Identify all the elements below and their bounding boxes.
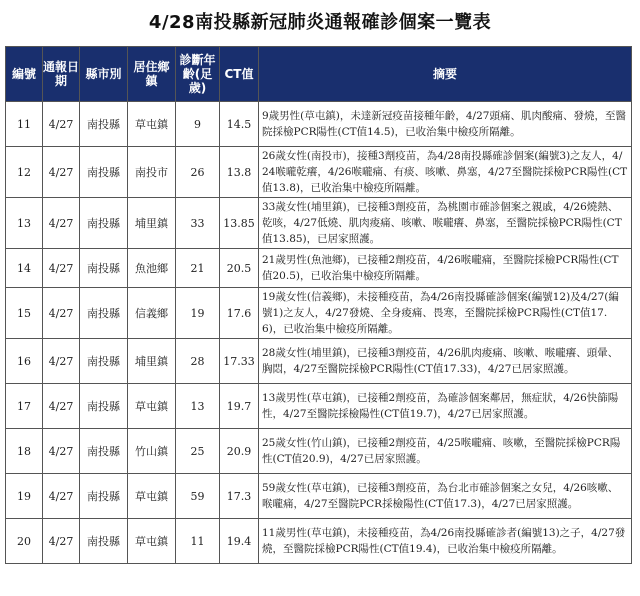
cell-township: 草屯鎮 [128,474,176,519]
cell-date: 4/27 [43,102,80,147]
cell-summary: 21歲男性(魚池鄉)，已接種2劑疫苗，4/26喉嚨痛，至醫院採檢PCR陽性(CT值20.5)，已收治集中檢疫所隔離。 [259,249,632,288]
cell-date: 4/27 [43,519,80,564]
cell-county: 南投縣 [80,249,128,288]
table-row [6,102,632,147]
cell-township: 埔里鎮 [128,198,176,249]
table-row [6,288,632,339]
cell-county: 南投縣 [80,339,128,384]
cell-number: 15 [6,288,43,339]
cell-ct-value: 19.7 [220,384,259,429]
cell-date: 4/27 [43,249,80,288]
cell-township: 竹山鎮 [128,429,176,474]
cell-age: 28 [176,339,220,384]
cell-date: 4/27 [43,384,80,429]
cell-county: 南投縣 [80,102,128,147]
cell-age: 25 [176,429,220,474]
cell-number: 20 [6,519,43,564]
cell-number: 12 [6,147,43,198]
cell-date: 4/27 [43,339,80,384]
cell-county: 南投縣 [80,147,128,198]
cell-age: 13 [176,384,220,429]
cell-age: 9 [176,102,220,147]
header-summary: 摘要 [259,47,632,102]
cell-township: 南投市 [128,147,176,198]
cell-number: 18 [6,429,43,474]
cell-county: 南投縣 [80,519,128,564]
cell-county: 南投縣 [80,288,128,339]
cell-ct-value: 20.5 [220,249,259,288]
table-row [6,474,632,519]
cell-number: 11 [6,102,43,147]
cell-county: 南投縣 [80,198,128,249]
cell-date: 4/27 [43,147,80,198]
cell-summary: 28歲女性(埔里鎮)，已接種3劑疫苗，4/26肌肉痠痛、咳嗽、喉嚨癢、頭暈、胸悶，4/27至醫院採檢PCR陽性(CT值17.33)，4/27已居家照護。 [259,339,632,384]
cell-number: 14 [6,249,43,288]
cell-ct-value: 17.6 [220,288,259,339]
header-report-date: 通報日期 [43,47,80,102]
cell-township: 草屯鎮 [128,102,176,147]
case-table [5,46,632,564]
table-row [6,429,632,474]
table-row [6,384,632,429]
header-township: 居住鄉鎮 [128,47,176,102]
header-ct-value: CT值 [220,47,259,102]
cell-age: 59 [176,474,220,519]
cell-number: 17 [6,384,43,429]
cell-county: 南投縣 [80,429,128,474]
cell-number: 13 [6,198,43,249]
cell-ct-value: 19.4 [220,519,259,564]
cell-age: 33 [176,198,220,249]
table-header-row [6,47,632,102]
cell-age: 11 [176,519,220,564]
cell-ct-value: 13.8 [220,147,259,198]
cell-summary: 59歲女性(草屯鎮)，已接種3劑疫苗，為台北市確診個案之女兒，4/26咳嗽、喉嚨痛，4/27至醫院PCR採檢陽性(CT值17.3)，4/27已居家照護。 [259,474,632,519]
cell-township: 草屯鎮 [128,384,176,429]
page-title: 4/28南投縣新冠肺炎通報確診個案一覽表 [148,12,492,33]
cell-county: 南投縣 [80,474,128,519]
cell-ct-value: 17.3 [220,474,259,519]
cell-township: 信義鄉 [128,288,176,339]
table-row [6,198,632,249]
cell-township: 埔里鎮 [128,339,176,384]
cell-summary: 11歲男性(草屯鎮)，未接種疫苗，為4/26南投縣確診者(編號13)之子，4/27發燒，至醫院採檢PCR陽性(CT值19.4)，已收治集中檢疫所隔離。 [259,519,632,564]
table-row [6,249,632,288]
cell-date: 4/27 [43,198,80,249]
cell-date: 4/27 [43,288,80,339]
cell-ct-value: 14.5 [220,102,259,147]
cell-date: 4/27 [43,429,80,474]
cell-age: 21 [176,249,220,288]
cell-summary: 26歲女性(南投市)，接種3劑疫苗，為4/28南投縣確診個案(編號3)之友人，4/24喉嚨乾癢，4/26喉嚨痛、有痰、咳嗽、鼻塞，4/27至醫院採檢PCR陽性(CT值13.8)，已收治集中檢疫所隔離。 [259,147,632,198]
header-number: 編號 [6,47,43,102]
cell-number: 19 [6,474,43,519]
table-row [6,519,632,564]
cell-summary: 13歲男性(草屯鎮)，已接種2劑疫苗，為確診個案鄰居，無症狀，4/26快篩陽性，4/27至醫院採檢陽性(CT值19.7)，4/27已居家照護。 [259,384,632,429]
cell-date: 4/27 [43,474,80,519]
cell-ct-value: 13.85 [220,198,259,249]
cell-age: 26 [176,147,220,198]
header-county: 縣市別 [80,47,128,102]
cell-summary: 25歲女性(竹山鎮)，已接種2劑疫苗，4/25喉嚨痛、咳嗽，至醫院採檢PCR陽性(CT值20.9)，4/27已居家照護。 [259,429,632,474]
cell-county: 南投縣 [80,384,128,429]
header-age: 診斷年齡(足歲) [176,47,220,102]
cell-township: 魚池鄉 [128,249,176,288]
cell-summary: 33歲女性(埔里鎮)，已接種3劑疫苗，為桃園市確診個案之親戚，4/26燒熱、乾咳，4/27低燒、肌肉痠痛、咳嗽、喉嚨癢、鼻塞，至醫院採檢PCR陽性(CT值13.85)，已居家照護。 [259,198,632,249]
cell-township: 草屯鎮 [128,519,176,564]
cell-ct-value: 20.9 [220,429,259,474]
cell-summary: 9歲男性(草屯鎮)，未達新冠疫苗接種年齡，4/27頭痛、肌肉酸痛、發燒，至醫院採檢PCR陽性(CT值14.5)，已收治集中檢疫所隔離。 [259,102,632,147]
cell-number: 16 [6,339,43,384]
cell-ct-value: 17.33 [220,339,259,384]
table-row [6,147,632,198]
table-row [6,339,632,384]
cell-summary: 19歲女性(信義鄉)，未接種疫苗，為4/26南投縣確診個案(編號12)及4/27(編號1)之友人，4/27發燒、全身痠痛、畏寒，至醫院採檢PCR陽性(CT值17.6)，已收治集中檢疫所隔離。 [259,288,632,339]
cell-age: 19 [176,288,220,339]
